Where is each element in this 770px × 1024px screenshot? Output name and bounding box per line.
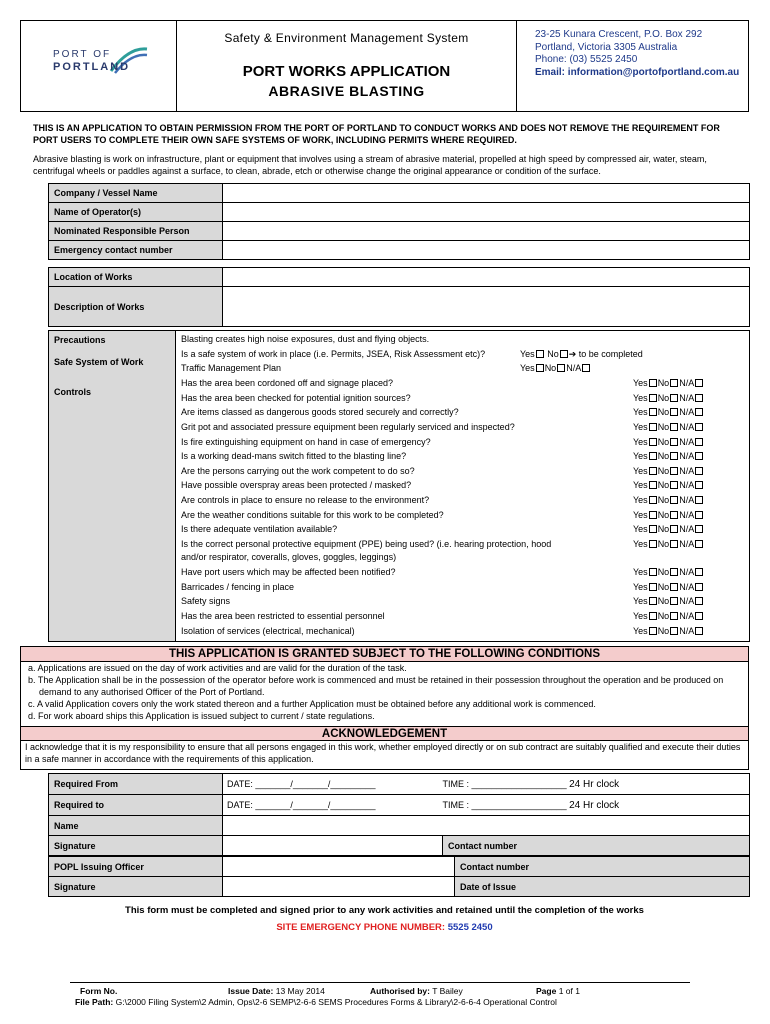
field-label: Location of Works xyxy=(49,268,223,287)
no-checkbox[interactable] xyxy=(670,438,678,446)
precaution-text: Safety signs xyxy=(181,596,231,606)
no-label: No xyxy=(657,407,670,417)
works-table xyxy=(48,267,750,327)
signature-field[interactable] xyxy=(223,836,443,856)
no-checkbox[interactable] xyxy=(670,452,678,460)
precaution-text: Are items classed as dangerous goods stored securely and correctly? xyxy=(181,407,459,417)
system-name: Safety & Environment Management System xyxy=(224,31,469,45)
na-checkbox[interactable] xyxy=(695,408,703,416)
logo xyxy=(21,21,176,111)
auth-label: Authorised by: xyxy=(370,986,430,996)
na-label: N/A xyxy=(679,495,695,505)
precaution-text: Has the area been checked for potential ignition sources? xyxy=(181,393,411,403)
details-table xyxy=(48,183,750,260)
yes-label: Yes xyxy=(633,393,648,403)
form-title: PORT WORKS APPLICATION xyxy=(242,63,451,80)
page-label: Page xyxy=(536,986,557,996)
form-no xyxy=(80,986,117,996)
precaution-row xyxy=(181,377,745,389)
clock-label: 24 Hr clock xyxy=(569,778,620,790)
signature-table xyxy=(48,773,750,856)
precaution-row xyxy=(181,509,745,521)
na-checkbox[interactable] xyxy=(695,612,703,620)
date-to-field[interactable]: DATE: _______/_______/_________ xyxy=(223,795,443,816)
address-line1: 23-25 Kunara Crescent, P.O. Box 292 xyxy=(535,29,703,40)
field-label: Required to xyxy=(49,795,223,816)
yes-checkbox[interactable] xyxy=(649,452,657,460)
yes-no-options xyxy=(633,377,704,389)
location-field[interactable] xyxy=(223,268,750,287)
no-label: No xyxy=(657,582,670,592)
field-label: Date of Issue xyxy=(455,877,750,897)
na-label: N/A xyxy=(679,393,695,403)
no-label: No xyxy=(657,510,670,520)
na-checkbox[interactable] xyxy=(695,467,703,475)
form-no-label: Form No. xyxy=(80,986,118,996)
title-block xyxy=(176,21,516,111)
precaution-text: Have port users which may be affected been notified? xyxy=(181,567,396,577)
na-label: N/A xyxy=(566,363,582,373)
yes-no-options xyxy=(633,610,704,622)
yes-label: Yes xyxy=(633,611,648,621)
yes-checkbox[interactable] xyxy=(649,612,657,620)
yes-label: Yes xyxy=(520,349,535,359)
controls-label: Controls xyxy=(54,387,91,397)
precaution-row xyxy=(181,566,745,578)
yes-label: Yes xyxy=(633,626,648,636)
yes-label: Yes xyxy=(633,422,648,432)
logo-line2: PORTLAND xyxy=(53,61,131,73)
yes-label: Yes xyxy=(633,378,648,388)
na-checkbox[interactable] xyxy=(695,379,703,387)
precaution-row xyxy=(181,595,745,607)
na-label: N/A xyxy=(679,422,695,432)
ssow-label: Safe System of Work xyxy=(54,357,144,367)
yes-label: Yes xyxy=(633,407,648,417)
precaution-text: Barricades / fencing in place xyxy=(181,582,295,592)
yes-label: Yes xyxy=(633,451,648,461)
no-checkbox[interactable] xyxy=(670,612,678,620)
contact-label: Contact number xyxy=(448,840,518,851)
issue-value: 13 May 2014 xyxy=(275,986,325,996)
precaution-text: Is the correct personal protective equipment (PPE) being used? (i.e. hearing protection, hood xyxy=(181,539,552,549)
file-path xyxy=(75,997,557,1007)
field-label: Company / Vessel Name xyxy=(49,184,223,203)
na-label: N/A xyxy=(679,466,695,476)
no-checkbox[interactable] xyxy=(670,467,678,475)
form-subtitle: ABRASIVE BLASTING xyxy=(268,83,425,99)
yes-checkbox[interactable] xyxy=(649,496,657,504)
yes-no-options xyxy=(633,595,704,607)
na-label: N/A xyxy=(679,510,695,520)
precaution-row xyxy=(181,625,745,637)
precaution-text: Are the persons carrying out the work competent to do so? xyxy=(181,466,415,476)
precaution-text: Has the area been restricted to essential personnel xyxy=(181,611,385,621)
no-checkbox[interactable] xyxy=(670,597,678,605)
yes-no-options xyxy=(633,523,704,535)
precaution-row xyxy=(181,551,745,563)
address-block xyxy=(516,21,748,111)
precaution-row xyxy=(181,421,745,433)
time-to-field[interactable] xyxy=(443,795,750,816)
no-label: No xyxy=(657,437,670,447)
precautions-label: Precautions xyxy=(54,335,106,345)
precaution-row xyxy=(181,348,745,360)
yes-checkbox[interactable] xyxy=(649,597,657,605)
na-checkbox[interactable] xyxy=(695,568,703,576)
precaution-row xyxy=(181,610,745,622)
emergency-contact-field[interactable] xyxy=(223,241,750,260)
yes-no-options xyxy=(633,538,704,550)
no-checkbox[interactable] xyxy=(670,568,678,576)
no-checkbox[interactable] xyxy=(670,583,678,591)
authorised-by xyxy=(370,986,463,996)
na-checkbox[interactable] xyxy=(695,627,703,635)
officer-table xyxy=(48,856,750,897)
yes-label: Yes xyxy=(633,524,648,534)
na-checkbox[interactable] xyxy=(695,394,703,402)
issue-date xyxy=(228,986,325,996)
no-checkbox[interactable] xyxy=(670,481,678,489)
no-checkbox[interactable] xyxy=(670,627,678,635)
yes-checkbox[interactable] xyxy=(536,364,544,372)
no-label: No xyxy=(657,393,670,403)
logo-line1: PORT OF xyxy=(53,49,112,60)
condition-item: c. A valid Application covers only the work stated thereon and a further Application must be obtained before any additional work is commenced. xyxy=(28,699,596,709)
precaution-text: Have possible overspray areas been protected / masked? xyxy=(181,480,412,490)
na-checkbox[interactable] xyxy=(695,452,703,460)
yes-checkbox[interactable] xyxy=(649,540,657,548)
address-line2: Portland, Victoria 3305 Australia xyxy=(535,41,678,53)
precaution-text: Has the area been cordoned off and signage placed? xyxy=(181,378,393,388)
precautions-list xyxy=(177,331,749,641)
na-label: N/A xyxy=(679,524,695,534)
condition-item: d. For work aboard ships this Application is issued subject to current / state regulations. xyxy=(28,711,375,721)
time-label: TIME : ___________________ xyxy=(442,778,567,789)
yes-no-options xyxy=(633,625,704,637)
field-label: Nominated Responsible Person xyxy=(49,222,223,241)
no-checkbox[interactable] xyxy=(670,379,678,387)
yes-label: Yes xyxy=(633,539,648,549)
precaution-row xyxy=(181,538,745,550)
na-checkbox[interactable] xyxy=(695,597,703,605)
completion-note: This form must be completed and signed prior to any work activities and retained until the completion of the works xyxy=(125,905,644,916)
yes-checkbox[interactable] xyxy=(649,627,657,635)
no-label: No xyxy=(657,524,670,534)
no-label: No xyxy=(547,349,559,359)
precaution-text: Blasting creates high noise exposures, dust and flying objects. xyxy=(181,334,430,344)
precaution-text: Is a working dead-mans switch fitted to the blasting line? xyxy=(181,451,407,461)
field-label: POPL Issuing Officer xyxy=(49,857,223,877)
yes-label: Yes xyxy=(633,510,648,520)
precaution-row xyxy=(181,581,745,593)
yes-checkbox[interactable] xyxy=(649,438,657,446)
no-label: No xyxy=(657,539,670,549)
na-label: N/A xyxy=(679,626,695,636)
field-label: Required From xyxy=(49,774,223,795)
condition-item: b. The Application shall be in the possession of the operator before work is commenced and must be retained in their possession throughout the operation and be produced on demand to any authorised Officer of the Port of Portland. xyxy=(28,675,724,697)
na-label: N/A xyxy=(679,437,695,447)
field-label: Name of Operator(s) xyxy=(49,203,223,222)
no-checkbox[interactable] xyxy=(670,423,678,431)
no-checkbox[interactable] xyxy=(560,350,568,358)
yes-label: Yes xyxy=(633,596,648,606)
na-checkbox[interactable] xyxy=(695,540,703,548)
field-label: Contact number xyxy=(455,857,750,877)
yes-checkbox[interactable] xyxy=(536,350,544,358)
time-from-field[interactable] xyxy=(443,774,750,795)
emergency-label: SITE EMERGENCY PHONE NUMBER: xyxy=(276,922,446,933)
no-checkbox[interactable] xyxy=(670,496,678,504)
page-number xyxy=(536,986,580,996)
precaution-text: and/or respirator, coveralls, gloves, goggles, leggings) xyxy=(181,552,397,562)
auth-value: T Bailey xyxy=(432,986,463,996)
precaution-row xyxy=(181,479,745,491)
precaution-row xyxy=(181,362,745,374)
yes-no-options xyxy=(633,494,704,506)
no-checkbox[interactable] xyxy=(670,394,678,402)
precaution-text: Isolation of services (electrical, mechanical) xyxy=(181,626,355,636)
yes-no-options xyxy=(633,479,704,491)
emergency-phone xyxy=(20,922,749,933)
no-label: No xyxy=(657,422,670,432)
na-checkbox[interactable] xyxy=(695,496,703,504)
clock-label: 24 Hr clock xyxy=(569,799,620,811)
yes-checkbox[interactable] xyxy=(649,423,657,431)
no-checkbox[interactable] xyxy=(670,408,678,416)
yes-label: Yes xyxy=(633,567,648,577)
operator-field[interactable] xyxy=(223,203,750,222)
na-label: N/A xyxy=(679,611,695,621)
yes-label: Yes xyxy=(633,480,648,490)
na-checkbox[interactable] xyxy=(695,511,703,519)
na-checkbox[interactable] xyxy=(695,583,703,591)
yes-checkbox[interactable] xyxy=(649,568,657,576)
yes-label: Yes xyxy=(633,437,648,447)
yes-checkbox[interactable] xyxy=(649,394,657,402)
field-label: Signature xyxy=(49,836,223,856)
no-checkbox[interactable] xyxy=(670,525,678,533)
conditions-title: THIS APPLICATION IS GRANTED SUBJECT TO THE FOLLOWING CONDITIONS xyxy=(20,646,749,662)
responsible-person-field[interactable] xyxy=(223,222,750,241)
page-value: 1 of 1 xyxy=(558,986,580,996)
no-label: No xyxy=(657,451,670,461)
precautions-labels xyxy=(49,331,176,641)
no-label: No xyxy=(544,363,557,373)
na-checkbox[interactable] xyxy=(582,364,590,372)
yes-no-options xyxy=(633,421,704,433)
field-label: Name xyxy=(49,816,223,836)
na-checkbox[interactable] xyxy=(695,438,703,446)
precaution-text: Is there adequate ventilation available? xyxy=(181,524,338,534)
footer-divider xyxy=(70,982,690,983)
no-label: No xyxy=(657,495,670,505)
officer-field[interactable] xyxy=(223,857,455,877)
conditions-list xyxy=(20,661,749,727)
path-value: G:\2000 Filing System\2 Admin, Ops\2-6 SEMP\2-6-6 SEMS Procedures Forms & Library\2-6-6-4 Operational Control xyxy=(115,997,557,1007)
yes-checkbox[interactable] xyxy=(649,481,657,489)
yes-checkbox[interactable] xyxy=(649,379,657,387)
description-text: Abrasive blasting is work on infrastructure, plant or equipment that involves using a stream of abrasive material, propelled at high speed by compressed air, water, steam, centrifugal wheels or paddles against a surface, to clean, abrade, etch or otherwise change the original appearance or condition of the surface. xyxy=(33,154,707,176)
no-label: No xyxy=(657,466,670,476)
no-label: No xyxy=(657,626,670,636)
yes-no-options xyxy=(633,450,704,462)
na-checkbox[interactable] xyxy=(695,423,703,431)
yes-no-options xyxy=(633,581,704,593)
yes-label: Yes xyxy=(633,466,648,476)
no-label: No xyxy=(657,596,670,606)
condition-item: a. Applications are issued on the day of work activities and are valid for the duration of the task. xyxy=(28,663,407,673)
na-label: N/A xyxy=(679,539,695,549)
acknowledgement-title: ACKNOWLEDGEMENT xyxy=(20,726,749,741)
path-label: File Path: xyxy=(75,997,114,1007)
na-label: N/A xyxy=(679,407,695,417)
no-checkbox[interactable] xyxy=(557,364,565,372)
precaution-row xyxy=(181,450,745,462)
na-label: N/A xyxy=(679,567,695,577)
acknowledgement-text: I acknowledge that it is my responsibility to ensure that all persons engaged in this work, whether employed directly or on sub contract are suitably qualified and execute their duties in a safe manner in accordance with the requirements of this application. xyxy=(20,740,749,770)
field-label: Description of Works xyxy=(49,287,223,327)
field-label: Emergency contact number xyxy=(49,241,223,260)
yes-label: Yes xyxy=(633,495,648,505)
intro-text: THIS IS AN APPLICATION TO OBTAIN PERMISSION FROM THE PORT OF PORTLAND TO CONDUCT WORKS AND DOES NOT REMOVE THE REQUIREMENT FOR PORT USERS TO COMPLETE THEIR OWN SAFE SYSTEMS OF WORK, INCLUDING PERMITS WHERE REQUIRED. xyxy=(33,123,720,145)
precaution-text: Traffic Management Plan xyxy=(181,363,282,373)
to-be-completed-label: ➔ to be completed xyxy=(568,349,643,359)
precaution-row xyxy=(181,333,745,345)
no-checkbox[interactable] xyxy=(670,511,678,519)
company-field[interactable] xyxy=(223,184,750,203)
precaution-text: Are the weather conditions suitable for this work to be completed? xyxy=(181,510,444,520)
precaution-text: Is fire extinguishing equipment on hand in case of emergency? xyxy=(181,437,431,447)
name-field[interactable] xyxy=(223,816,750,836)
no-checkbox[interactable] xyxy=(670,540,678,548)
precaution-row xyxy=(181,523,745,535)
precaution-row xyxy=(181,392,745,404)
precaution-row xyxy=(181,406,745,418)
no-label: No xyxy=(657,611,670,621)
yes-no-options xyxy=(633,436,704,448)
precaution-text: Is a safe system of work in place (i.e. Permits, JSEA, Risk Assessment etc)? xyxy=(181,349,486,359)
no-label: No xyxy=(657,378,670,388)
na-label: N/A xyxy=(679,480,695,490)
yes-no-options xyxy=(633,406,704,418)
na-checkbox[interactable] xyxy=(695,525,703,533)
time-label: TIME : ___________________ xyxy=(442,799,567,810)
yes-no-options xyxy=(633,509,704,521)
no-label: No xyxy=(657,480,670,490)
precaution-text: Are controls in place to ensure no release to the environment? xyxy=(181,495,430,505)
yes-checkbox[interactable] xyxy=(649,408,657,416)
yes-label: Yes xyxy=(520,363,535,373)
yes-no-options xyxy=(633,465,704,477)
yes-checkbox[interactable] xyxy=(649,511,657,519)
yes-no-options xyxy=(633,392,704,404)
header xyxy=(20,20,749,112)
na-label: N/A xyxy=(679,596,695,606)
yes-no-options xyxy=(520,348,643,360)
emergency-number: 5525 2450 xyxy=(447,922,493,933)
precautions-block xyxy=(48,330,750,642)
date-from-field[interactable]: DATE: _______/_______/_________ xyxy=(223,774,443,795)
precaution-text: Grit pot and associated pressure equipment been regularly serviced and inspected? xyxy=(181,422,515,432)
officer-signature-field[interactable] xyxy=(223,877,455,897)
issue-label: Issue Date: xyxy=(228,986,274,996)
field-label: Signature xyxy=(49,877,223,897)
email: Email: information@portofportland.com.au xyxy=(535,66,740,78)
yes-label: Yes xyxy=(633,582,648,592)
yes-no-options xyxy=(520,362,591,374)
yes-no-options xyxy=(633,566,704,578)
yes-checkbox[interactable] xyxy=(649,583,657,591)
precaution-row xyxy=(181,465,745,477)
na-label: N/A xyxy=(679,451,695,461)
precaution-row xyxy=(181,494,745,506)
na-label: N/A xyxy=(679,582,695,592)
na-checkbox[interactable] xyxy=(695,481,703,489)
yes-checkbox[interactable] xyxy=(649,525,657,533)
precaution-row xyxy=(181,436,745,448)
no-label: No xyxy=(657,567,670,577)
yes-checkbox[interactable] xyxy=(649,467,657,475)
na-label: N/A xyxy=(679,378,695,388)
description-field[interactable] xyxy=(223,287,750,327)
phone: Phone: (03) 5525 2450 xyxy=(535,54,638,65)
field-label xyxy=(443,836,750,856)
